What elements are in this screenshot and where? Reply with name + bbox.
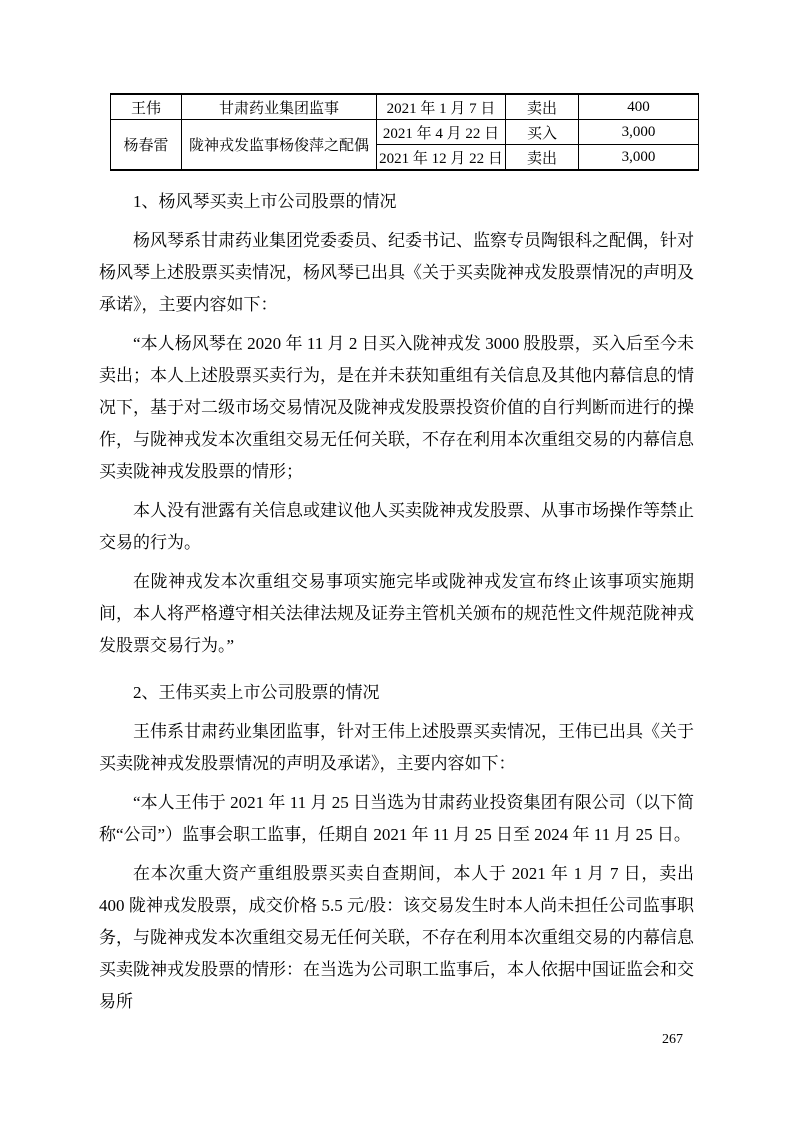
body-text (99, 186, 694, 1018)
paragraph: 本人没有泄露有关信息或建议他人买卖陇神戎发股票、从事市场操作等禁止交易的行为。 (99, 501, 694, 552)
table-row (111, 94, 699, 120)
table-row (111, 120, 699, 145)
paragraph: 在陇神戎发本次重组交易事项实施完毕或陇神戎发宣布终止该事项实施期间，本人将严格遵守相关法律法规及证券主管机关颁布的规范性文件规范陇神戎发股票交易行为。” (99, 572, 694, 655)
cell-trader-name: 王伟 (111, 94, 182, 120)
stock-trading-table (110, 93, 699, 171)
cell-trader-position: 甘肃药业集团监事 (182, 94, 377, 120)
section-heading-2: 2、王伟买卖上市公司股票的情况 (133, 683, 380, 702)
page-content (99, 93, 694, 1025)
cell-trade-date: 2021 年 12 月 22 日 (377, 145, 506, 171)
page-number: 267 (662, 1032, 683, 1047)
paragraph: “本人杨风琴在 2020 年 11 月 2 日买入陇神戎发 3000 股股票，买入后至今未卖出；本人上述股票买卖行为，是在并未获知重组有关信息及其他内幕信息的情况下，基于对二级市场交易情况及陇神戎发股票投资价值的自行判断而进行的操作，与陇神戎发本次重组交易无任何关联，不存在利用本次重组交易的内幕信息买卖陇神戎发股票的情形； (99, 334, 694, 481)
paragraph: 王伟系甘肃药业集团监事，针对王伟上述股票买卖情况，王伟已出具《关于买卖陇神戎发股票情况的声明及承诺》，主要内容如下： (99, 722, 694, 773)
paragraph: 杨风琴系甘肃药业集团党委委员、纪委书记、监察专员陶银科之配偶，针对杨风琴上述股票买卖情况，杨风琴已出具《关于买卖陇神戎发股票情况的声明及承诺》，主要内容如下： (99, 231, 694, 314)
cell-trade-quantity: 400 (579, 94, 699, 120)
cell-trade-direction: 卖出 (506, 145, 579, 171)
paragraph: “本人王伟于 2021 年 11 月 25 日当选为甘肃药业投资集团有限公司（以下简称“公司”）监事会职工监事，任期自 2021 年 11 月 25 日至 2024 年 11 月 25 日。 (99, 793, 694, 844)
section-heading-1: 1、杨风琴买卖上市公司股票的情况 (133, 192, 397, 211)
cell-trader-name: 杨春雷 (111, 120, 182, 171)
cell-trade-quantity: 3,000 (579, 145, 699, 171)
cell-trade-direction: 买入 (506, 120, 579, 145)
paragraph: 在本次重大资产重组股票买卖自查期间，本人于 2021 年 1 月 7 日，卖出 400 陇神戎发股票，成交价格 5.5 元/股：该交易发生时本人尚未担任公司监事职务，与陇神戎发本次重组交易无任何关联，不存在利用本次重组交易的内幕信息买卖陇神戎发股票的情形：在当选为公司职工监事后，本人依据中国证监会和交易所 (99, 864, 694, 1011)
cell-trade-quantity: 3,000 (579, 120, 699, 145)
cell-trade-direction: 卖出 (506, 94, 579, 120)
cell-trader-position: 陇神戎发监事杨俊萍之配偶 (182, 120, 377, 171)
cell-trade-date: 2021 年 4 月 22 日 (377, 120, 506, 145)
cell-trade-date: 2021 年 1 月 7 日 (377, 94, 506, 120)
